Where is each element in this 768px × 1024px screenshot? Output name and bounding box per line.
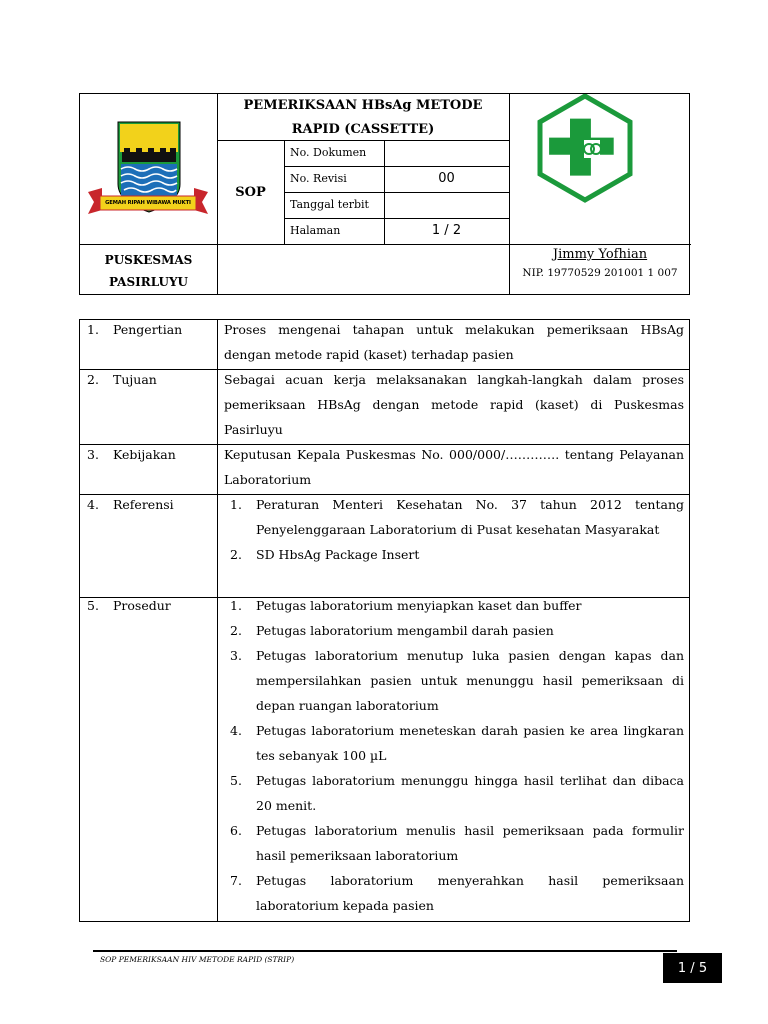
signatory-name: Jimmy Yofhian <box>552 247 648 262</box>
city-emblem-logo <box>84 114 212 219</box>
procedure-list <box>224 593 684 918</box>
institution-line-2: PASIRLUYU <box>109 275 188 289</box>
section-title: Tujuan <box>113 372 157 387</box>
list-item <box>224 492 684 542</box>
list-item <box>224 768 684 818</box>
list-item <box>224 618 684 643</box>
list-item-text: Petugas laboratorium menutup luka pasien dengan kapas dan mempersilahkan pasien untuk menunggu hasil pemeriksaan di depan ruangan laboratorium <box>256 648 684 713</box>
section-label-kebijakan <box>87 442 176 467</box>
meta-value-revision: 00 <box>438 171 455 186</box>
page-number-badge: 1 / 5 <box>663 953 722 983</box>
sop-label: SOP <box>235 184 266 200</box>
section-text-tujuan: Sebagai acuan kerja melaksanakan langkah-langkah dalam proses pemeriksaan HBsAg dengan metode rapid (kaset) di Puskesmas Pasirluyu <box>224 372 684 437</box>
list-item-number: 6. <box>230 823 242 838</box>
puskesmas-logo <box>526 94 644 204</box>
document-title <box>217 94 509 140</box>
list-item-text: Petugas laboratorium menunggu hingga hasil terlihat dan dibaca 20 menit. <box>256 773 684 813</box>
meta-label-document-number: No. Dokumen <box>290 146 367 159</box>
title-line-2: RAPID (CASSETTE) <box>291 122 435 137</box>
section-text-pengertian: Proses mengenai tahapan untuk melakukan pemeriksaan HBsAg dengan metode rapid (kaset) terhadap pasien <box>224 322 684 362</box>
institution-name <box>80 245 217 295</box>
meta-label-issue-date: Tanggal terbit <box>290 198 369 211</box>
list-item-text: Petugas laboratorium meneteskan darah pasien ke area lingkaran tes sebanyak 100 µL <box>256 723 684 763</box>
reference-list <box>224 492 684 567</box>
list-item-number: 2. <box>230 623 242 638</box>
list-item <box>224 593 684 618</box>
list-item-number: 1. <box>230 497 242 512</box>
list-item <box>224 643 684 718</box>
footer-divider <box>93 950 677 952</box>
institution-line-1: PUSKESMAS <box>104 253 193 267</box>
meta-value-page: 1 / 2 <box>431 223 462 238</box>
section-number: 1. <box>87 322 99 337</box>
section-title: Referensi <box>113 497 174 512</box>
list-item-text: Petugas laboratorium menulis hasil pemeriksaan pada formulir hasil pemeriksaan laboratorium <box>256 823 684 863</box>
list-item-number: 1. <box>230 598 242 613</box>
list-item <box>224 542 684 567</box>
sop-content-table <box>79 319 690 922</box>
meta-label-revision: No. Revisi <box>290 172 347 185</box>
document-header-table <box>79 93 690 295</box>
list-item-number: 2. <box>230 547 242 562</box>
section-number: 5. <box>87 598 99 613</box>
section-title: Prosedur <box>113 598 171 613</box>
list-item-text: Peraturan Menteri Kesehatan No. 37 tahun 2012 tentang Penyelenggaraan Laboratorium di Pusat kesehatan Masyarakat <box>256 497 684 537</box>
title-line-1: PEMERIKSAAN HBsAg METODE <box>243 98 483 113</box>
list-item-text: Petugas laboratorium menyerahkan hasil pemeriksaan laboratorium kepada pasien <box>256 873 684 913</box>
section-title: Pengertian <box>113 322 183 337</box>
section-label-referensi <box>87 492 174 517</box>
section-number: 3. <box>87 447 99 462</box>
section-number: 2. <box>87 372 99 387</box>
list-item <box>224 718 684 768</box>
signatory-nip: NIP. 19770529 201001 1 007 <box>522 267 678 279</box>
list-item-number: 4. <box>230 723 242 738</box>
list-item-text: SD HbsAg Package Insert <box>256 547 420 562</box>
section-label-pengertian <box>87 317 182 342</box>
section-number: 4. <box>87 497 99 512</box>
list-item <box>224 818 684 868</box>
list-item-text: Petugas laboratorium menyiapkan kaset dan buffer <box>256 598 582 613</box>
logo-motto: GEMAH RIPAH WIBAWA MUKTI <box>105 200 191 206</box>
meta-label-page: Halaman <box>290 224 341 237</box>
list-item-number: 3. <box>230 648 242 663</box>
section-label-tujuan <box>87 367 157 392</box>
section-title: Kebijakan <box>113 447 176 462</box>
list-item <box>224 868 684 918</box>
section-text-kebijakan: Keputusan Kepala Puskesmas No. 000/000/…………. tentang Pelayanan Laboratorium <box>224 447 684 487</box>
section-label-prosedur <box>87 593 171 618</box>
list-item-number: 5. <box>230 773 242 788</box>
footer-text: SOP PEMERIKSAAN HIV METODE RAPID (STRIP) <box>100 955 295 964</box>
list-item-text: Petugas laboratorium mengambil darah pasien <box>256 623 554 638</box>
list-item-number: 7. <box>230 873 242 888</box>
